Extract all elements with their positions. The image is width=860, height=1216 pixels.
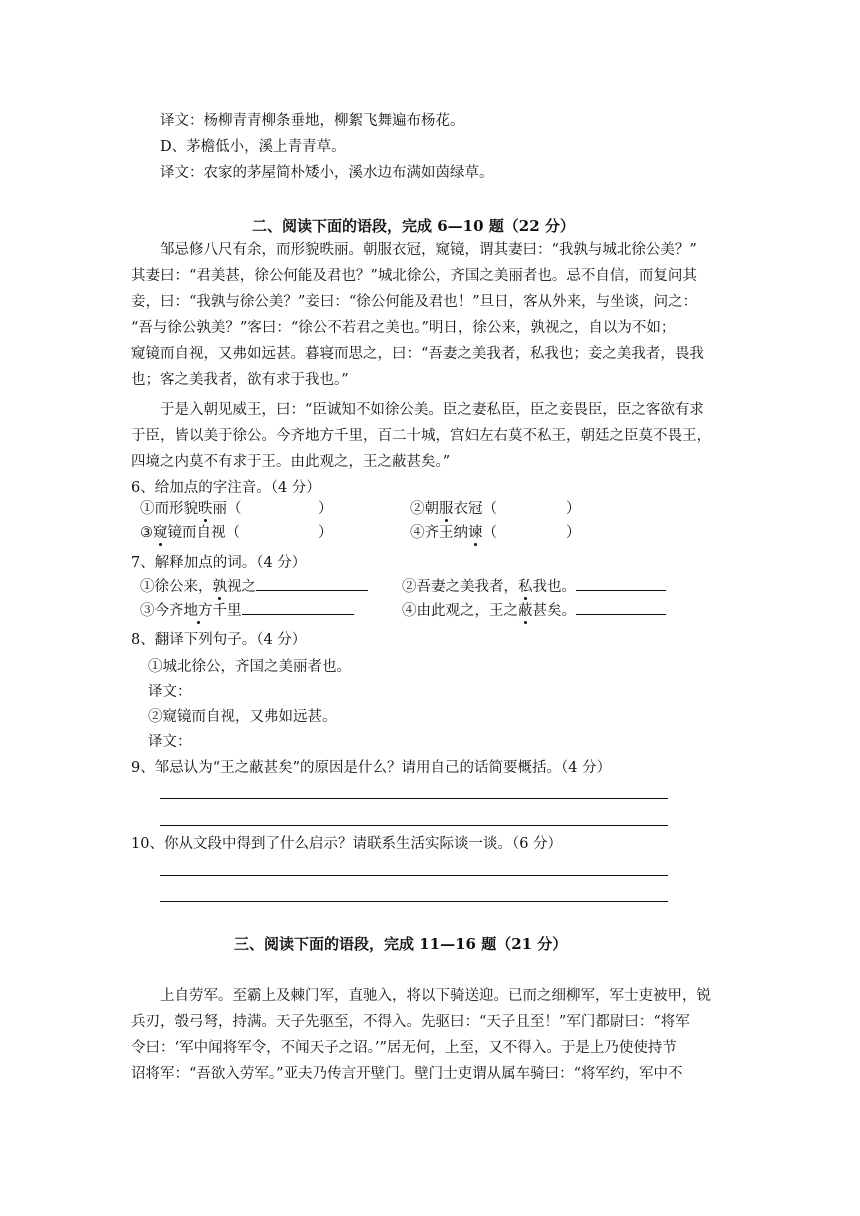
option-d: D、茅檐低小，溪上青青草。 xyxy=(160,139,346,155)
passage-line: 四境之内莫不有求于王。由此观之，王之蔽甚矣。” xyxy=(131,454,451,470)
answer-line[interactable] xyxy=(160,901,668,902)
question-6-stem: 6、给加点的字注音。（4 分） xyxy=(131,480,321,496)
question-8-sentence-1: ①城北徐公，齐国之美丽者也。 xyxy=(148,659,351,675)
question-6-item-d: ④齐王纳谏（ xyxy=(410,525,497,541)
passage-line: 诏将军：“吾欲入劳军。”亚夫乃传言开壁门。壁门士吏谓从属车骑曰：“将军约，军中不 xyxy=(131,1066,683,1082)
question-7-stem: 7、解释加点的词。（4 分） xyxy=(131,555,307,571)
answer-line[interactable] xyxy=(160,875,668,876)
question-8-translation-2: 译文： xyxy=(148,734,192,750)
answer-blank[interactable] xyxy=(576,600,666,615)
passage-line: 也；客之美我者，欲有求于我也。” xyxy=(131,372,349,388)
question-6-close-a: ） xyxy=(318,501,333,517)
passage-line: 妾，曰：“我孰与徐公美？”妾曰：“徐公何能及君也！”旦日，客从外来，与坐谈，问之： xyxy=(131,294,698,310)
question-7-item-c: ③今齐地方千里 xyxy=(140,600,354,621)
section-2-heading: 二、阅读下面的语段，完成 6—10 题（22 分） xyxy=(252,217,575,235)
passage-line: 邹忌修八尺有余，而形貌昳丽。朝服衣冠，窥镜，谓其妻曰：“我孰与城北徐公美？” xyxy=(160,242,697,258)
passage-line: 窥镜而自视，又弗如远甚。暮寝而思之，曰：“吾妻之美我者，私我也；妾之美我者，畏我 xyxy=(131,346,704,362)
question-7-item-a: ①徐公来，孰视之 xyxy=(140,576,368,597)
answer-line[interactable] xyxy=(160,798,668,799)
section-3-heading: 三、阅读下面的语段，完成 11—16 题（21 分） xyxy=(234,935,568,953)
answer-blank[interactable] xyxy=(256,576,368,591)
question-8-stem: 8、翻译下列句子。（4 分） xyxy=(131,632,307,648)
answer-line[interactable] xyxy=(160,825,668,826)
question-10-stem: 10、你从文段中得到了什么启示？请联系生活实际谈一谈。（6 分） xyxy=(131,836,563,852)
question-6-close-b: ） xyxy=(566,501,581,517)
passage-line: 于臣，皆以美于徐公。今齐地方千里，百二十城，宫妇左右莫不私王，朝廷之臣莫不畏王， xyxy=(131,428,711,444)
question-7-item-d: ④由此观之，王之蔽甚矣。 xyxy=(402,600,666,621)
answer-blank[interactable] xyxy=(242,600,354,615)
translation-line-d: 译文：农家的茅屋简朴矮小，溪水边布满如茵绿草。 xyxy=(160,165,494,181)
passage-line: 兵刃，彀弓弩，持满。天子先驱至，不得入。先驱曰：“天子且至！”军门都尉曰：“将军 xyxy=(131,1014,690,1030)
question-8-translation-1: 译文： xyxy=(148,684,192,700)
answer-blank[interactable] xyxy=(576,576,666,591)
translation-line-c: 译文：杨柳青青柳条垂地，柳絮飞舞遍布杨花。 xyxy=(160,113,465,129)
passage-line: 于是入朝见威王，曰：“臣诚知不如徐公美。臣之妻私臣，臣之妾畏臣，臣之客欲有求 xyxy=(160,402,704,418)
question-6-close-d: ） xyxy=(566,525,581,541)
question-9-stem: 9、邹忌认为“王之蔽甚矣”的原因是什么？请用自己的话简要概括。（4 分） xyxy=(131,760,612,776)
question-8-sentence-2: ②窥镜而自视，又弗如远甚。 xyxy=(148,709,337,725)
passage-line: “吾与徐公孰美？”客曰：“徐公不若君之美也。”明日，徐公来，孰视之，自以为不如； xyxy=(131,320,676,336)
passage-line: 令曰：‘军中闻将军令，不闻天子之诏。’”居无何，上至，又不得入。于是上乃使使持节 xyxy=(131,1040,677,1056)
question-6-item-b: ②朝服衣冠（ xyxy=(410,501,497,517)
passage-line: 上自劳军。至霸上及棘门军，直驰入，将以下骑送迎。已而之细柳军，军士吏被甲，锐 xyxy=(160,988,711,1004)
question-6-close-c: ） xyxy=(318,525,333,541)
question-6-item-c: ③窥镜而自视（ xyxy=(140,525,240,541)
question-7-item-b: ②吾妻之美我者，私我也。 xyxy=(402,576,666,597)
question-6-item-a: ①而形貌昳丽（ xyxy=(140,501,242,517)
passage-line: 其妻曰：“君美甚，徐公何能及君也？”城北徐公，齐国之美丽者也。忌不自信，而复问其 xyxy=(131,268,697,284)
